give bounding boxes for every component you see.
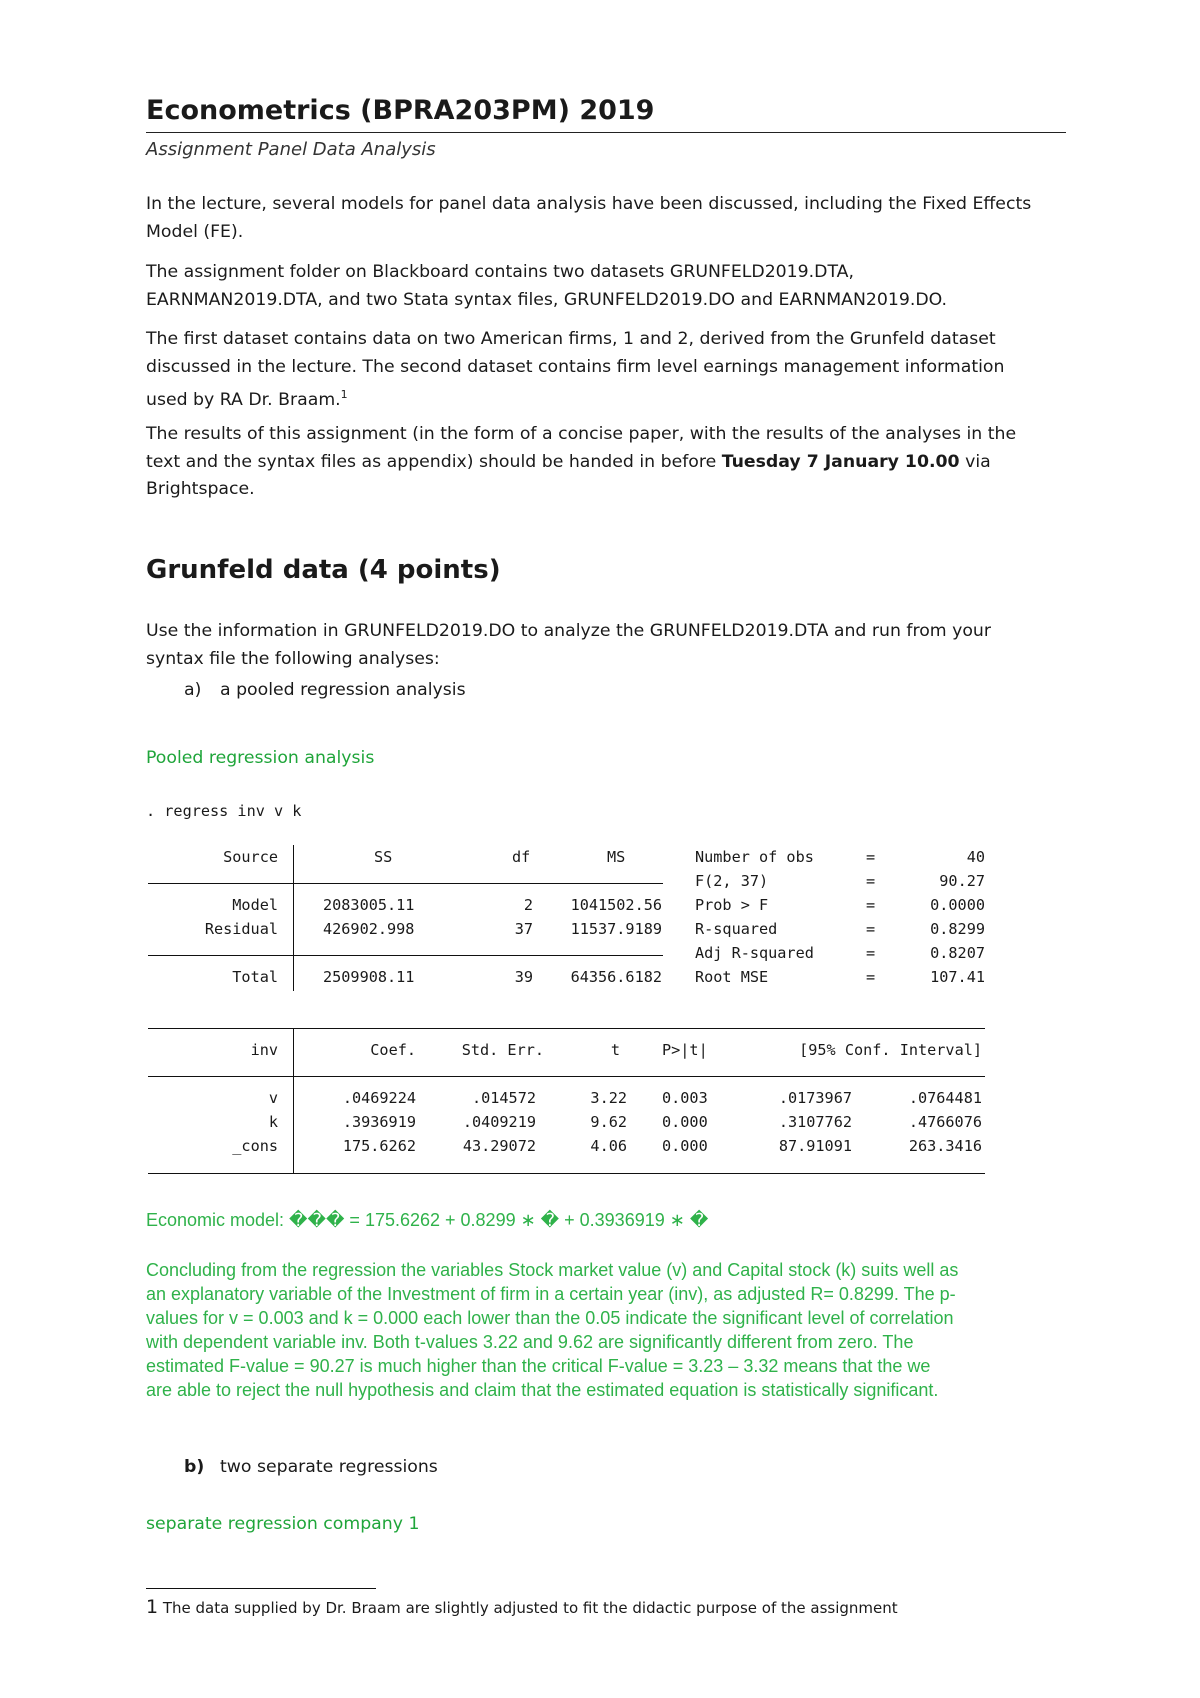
coef-row-cons-ci-high: 263.3416 <box>908 1137 982 1155</box>
title-underline <box>146 132 1066 133</box>
separate-regression-heading: separate regression company 1 <box>146 1514 420 1534</box>
intro-p3-line3 <box>146 381 1066 414</box>
intro-p4-line2-c: via <box>959 451 991 472</box>
stat-label-prob-f: Prob > F <box>695 896 769 914</box>
stat-eq-f: = <box>866 872 876 890</box>
stat-value-prob-f: 0.0000 <box>930 896 985 914</box>
intro-p3-line3-text: used by RA Dr. Braam. <box>146 389 341 410</box>
stat-eq-number-of-obs: = <box>866 848 876 866</box>
footnote <box>146 1596 898 1618</box>
conclusion-line1: Concluding from the regression the variables Stock market value (v) and Capital stock (k) suits well as <box>146 1260 959 1280</box>
coef-rule-top <box>148 1028 985 1029</box>
stat-label-f: F(2, 37) <box>695 872 769 890</box>
stat-eq-root-mse: = <box>866 968 876 986</box>
section-instructions-line1: Use the information in GRUNFELD2019.DO to analyze the GRUNFELD2019.DTA and run from your <box>146 621 991 641</box>
coef-row-v-ci-low: .0173967 <box>778 1089 852 1107</box>
intro-p1-line2: Model (FE). <box>146 221 244 242</box>
anova-row-residual-ms: 11537.9189 <box>570 920 662 938</box>
coef-header-p: P>|t| <box>662 1041 708 1059</box>
coef-row-cons-variable: _cons <box>232 1137 278 1155</box>
conclusion-line6: are able to reject the null hypothesis and claim that the estimated equation is statistically significant. <box>146 1380 939 1400</box>
coef-row-v-ci-high: .0764481 <box>908 1089 982 1107</box>
intro-p4-line2 <box>146 449 1066 477</box>
footnote-number: 1 <box>146 1596 159 1618</box>
anova-row-model-df: 2 <box>523 896 533 914</box>
stat-value-adj-r-squared: 0.8207 <box>930 944 985 962</box>
intro-p4-line1: The results of this assignment (in the form of a concise paper, with the results of the analyses in the <box>146 424 1017 444</box>
coef-header-t: t <box>610 1041 620 1059</box>
intro-p2-line1: The assignment folder on Blackboard contains two datasets GRUNFELD2019.DTA, <box>146 262 854 282</box>
intro-p1-line1: In the lecture, several models for panel data analysis have been discussed, including the Fixed Effects <box>146 194 1032 214</box>
item-b-label: b) <box>184 1457 205 1477</box>
anova-row-model-ms: 1041502.56 <box>570 896 662 914</box>
anova-row-residual-df: 37 <box>514 920 533 938</box>
stat-eq-prob-f: = <box>866 896 876 914</box>
coef-rule-middle <box>148 1076 985 1077</box>
intro-p4-line3: Brightspace. <box>146 479 255 499</box>
conclusion-line5: estimated F-value = 90.27 is much higher than the critical F-value = 3.23 – 3.32 means that the we <box>146 1356 931 1376</box>
coef-row-v-std-err: .014572 <box>471 1089 536 1107</box>
intro-paragraph-1 <box>146 191 1066 246</box>
item-a <box>184 680 466 700</box>
conclusion-paragraph <box>146 1258 1066 1402</box>
coef-row-cons-p: 0.000 <box>662 1137 708 1155</box>
anova-row-total-ms: 64356.6182 <box>570 968 662 986</box>
pooled-regression-heading: Pooled regression analysis <box>146 748 375 768</box>
stat-value-root-mse: 107.41 <box>930 968 985 986</box>
stat-value-number-of-obs: 40 <box>966 848 985 866</box>
coef-header-coef: Coef. <box>370 1041 416 1059</box>
intro-paragraph-2 <box>146 259 1066 314</box>
anova-row-total-source: Total <box>232 968 278 986</box>
footnote-separator <box>146 1588 376 1589</box>
intro-p4-line2-a: text and the syntax files as appendix) should be handed in before <box>146 451 722 472</box>
coef-row-v-coef: .0469224 <box>342 1089 416 1107</box>
section-instructions <box>146 618 1066 673</box>
stat-eq-r-squared: = <box>866 920 876 938</box>
anova-header-ss: SS <box>374 848 393 866</box>
coef-row-v-variable: v <box>268 1089 278 1107</box>
conclusion-line4: with dependent variable inv. Both t-values 3.22 and 9.62 are significantly different from zero. The <box>146 1332 914 1352</box>
coef-row-k-variable: k <box>268 1113 278 1131</box>
anova-row-model-ss: 2083005.11 <box>323 896 415 914</box>
anova-rule-bottom <box>148 955 663 956</box>
stat-label-number-of-obs: Number of obs <box>695 848 814 866</box>
document-title: Econometrics (BPRA203PM) 2019 <box>146 95 655 126</box>
anova-row-residual-source: Residual <box>204 920 278 938</box>
anova-header-df: df <box>512 848 531 866</box>
intro-paragraph-3 <box>146 326 1066 414</box>
coef-row-k-std-err: .0409219 <box>462 1113 536 1131</box>
intro-p3-line2: discussed in the lecture. The second dataset contains firm level earnings management information <box>146 356 1005 377</box>
footnote-reference[interactable]: 1 <box>340 388 348 401</box>
anova-header-source: Source <box>223 848 278 866</box>
deadline-text: Tuesday 7 January 10.00 <box>721 451 960 472</box>
conclusion-line2: an explanatory variable of the Investment of firm in a certain year (inv), as adjusted R= 0.8299. The p- <box>146 1284 956 1304</box>
footnote-text: The data supplied by Dr. Braam are slightly adjusted to fit the didactic purpose of the assignment <box>158 1599 898 1617</box>
item-a-text: a pooled regression analysis <box>220 680 466 700</box>
item-b <box>184 1457 438 1477</box>
coef-row-cons-ci-low: 87.91091 <box>778 1137 852 1155</box>
stat-label-root-mse: Root MSE <box>695 968 769 986</box>
anova-rule-top <box>148 883 663 884</box>
item-b-text: two separate regressions <box>220 1457 438 1477</box>
intro-paragraph-4 <box>146 421 1066 504</box>
stat-eq-adj-r-squared: = <box>866 944 876 962</box>
coef-rule-bottom <box>148 1173 985 1174</box>
anova-row-total-df: 39 <box>514 968 533 986</box>
anova-row-total-ss: 2509908.11 <box>323 968 415 986</box>
intro-p3-line1: The first dataset contains data on two American firms, 1 and 2, derived from the Grunfeld dataset <box>146 329 996 349</box>
stat-label-r-squared: R-squared <box>695 920 778 938</box>
coef-row-cons-t: 4.06 <box>590 1137 627 1155</box>
stat-value-f: 90.27 <box>939 872 985 890</box>
coef-row-k-ci-low: .3107762 <box>778 1113 852 1131</box>
intro-p2-line2: EARNMAN2019.DTA, and two Stata syntax files, GRUNFELD2019.DO and EARNMAN2019.DO. <box>146 289 948 310</box>
coef-row-v-p: 0.003 <box>662 1089 708 1107</box>
anova-vertical-divider <box>293 845 294 991</box>
economic-model: Economic model: ��� = 175.6262 + 0.8299 ∗ � + 0.3936919 ∗ � <box>146 1210 709 1230</box>
coef-row-k-p: 0.000 <box>662 1113 708 1131</box>
coef-row-k-coef: .3936919 <box>342 1113 416 1131</box>
coef-row-k-ci-high: .4766076 <box>908 1113 982 1131</box>
conclusion-line3: values for v = 0.003 and k = 0.000 each lower than the 0.05 indicate the significant level of correlation <box>146 1308 954 1328</box>
section-heading: Grunfeld data (4 points) <box>146 555 501 585</box>
anova-row-residual-ss: 426902.998 <box>323 920 415 938</box>
coef-row-cons-std-err: 43.29072 <box>462 1137 536 1155</box>
stata-command: . regress inv v k <box>146 802 302 820</box>
coef-row-k-t: 9.62 <box>590 1113 627 1131</box>
stat-value-r-squared: 0.8299 <box>930 920 985 938</box>
anova-row-model-source: Model <box>232 896 278 914</box>
coef-vertical-divider <box>293 1028 294 1174</box>
coef-row-v-t: 3.22 <box>590 1089 627 1107</box>
section-instructions-line2: syntax file the following analyses: <box>146 648 440 669</box>
item-a-label: a) <box>184 680 202 700</box>
coef-row-cons-coef: 175.6262 <box>342 1137 416 1155</box>
document-subtitle: Assignment Panel Data Analysis <box>146 139 436 160</box>
coef-header-std-err: Std. Err. <box>461 1041 544 1059</box>
coef-header-conf-interval: [95% Conf. Interval] <box>799 1041 982 1059</box>
stat-label-adj-r-squared: Adj R-squared <box>695 944 814 962</box>
coef-header-variable: inv <box>250 1041 278 1059</box>
anova-header-ms: MS <box>607 848 626 866</box>
